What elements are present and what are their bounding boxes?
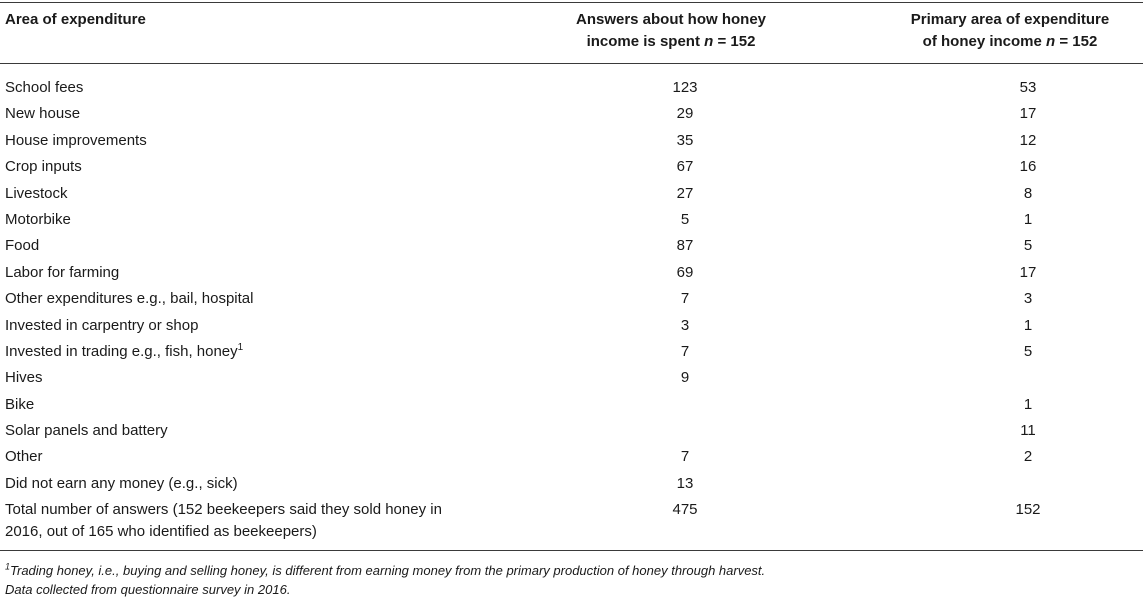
header-area-of-expenditure: Area of expenditure <box>5 11 146 28</box>
area-cell: Other expenditures e.g., bail, hospital <box>5 290 254 308</box>
header-bottom-rule <box>0 63 1143 64</box>
answers-cell: 123 <box>672 79 698 96</box>
table-row <box>0 207 1143 233</box>
area-cell: Other <box>5 448 43 466</box>
area-cell: Food <box>5 237 40 255</box>
area-cell: Invested in trading e.g., fish, honey$^1$ <box>5 341 244 360</box>
answers-cell: 27 <box>676 184 694 202</box>
footnote-2: Data collected from questionnaire survey in 2016. <box>5 582 291 597</box>
table-row <box>0 392 1143 418</box>
area-cell: House improvements <box>5 131 147 149</box>
footnote-marker: 1 <box>237 341 244 353</box>
primary-cell: 5 <box>1023 342 1033 360</box>
primary-cell: 3 <box>1023 290 1033 308</box>
primary-cell: 5 <box>1023 237 1033 255</box>
table-top-rule <box>0 2 1143 3</box>
table-row <box>0 365 1143 391</box>
primary-cell: 1 <box>1023 316 1033 334</box>
answers-cell: 7 <box>680 448 690 466</box>
primary-cell: 8 <box>1023 184 1033 202</box>
area-cell: Did not earn any money (e.g., sick) <box>5 474 238 492</box>
table-row <box>0 286 1143 312</box>
table-row <box>0 154 1143 180</box>
table-row <box>0 75 1143 101</box>
answers-cell: 5 <box>680 210 690 228</box>
table-body <box>0 75 1143 543</box>
table-row <box>0 260 1143 286</box>
primary-cell: 12 <box>1019 131 1037 149</box>
table-bottom-rule <box>0 550 1143 551</box>
primary-cell: 16 <box>1019 158 1037 176</box>
table-row <box>0 233 1143 259</box>
area-cell: Solar panels and battery <box>5 422 168 440</box>
primary-cell: 17 <box>1019 105 1037 123</box>
answers-cell: 67 <box>676 158 694 176</box>
answers-cell: 3 <box>680 316 690 334</box>
table-row <box>0 313 1143 339</box>
table-row <box>0 418 1143 444</box>
total-row <box>0 497 1143 543</box>
header-primary-area: Primary area of expenditure of honey income n = 152 <box>910 11 1110 50</box>
area-cell: Hives <box>5 369 43 387</box>
total-answers-cell: 475 <box>672 501 698 519</box>
answers-cell: 35 <box>676 131 694 149</box>
answers-cell: 7 <box>680 342 690 360</box>
area-cell: Motorbike <box>5 210 71 228</box>
primary-cell: 1 <box>1023 210 1033 228</box>
table-row <box>0 181 1143 207</box>
primary-cell: 1 <box>1023 395 1033 413</box>
area-cell: New house <box>5 105 81 123</box>
table-row <box>0 128 1143 154</box>
header-answers: Answers about how honey income is spent n = 152 <box>575 11 767 50</box>
answers-cell: 87 <box>676 237 694 255</box>
area-cell: School fees <box>5 79 84 96</box>
area-cell: Crop inputs <box>5 158 82 176</box>
primary-cell: 2 <box>1023 448 1033 466</box>
area-cell: Livestock <box>5 184 68 202</box>
answers-cell: 29 <box>676 105 694 123</box>
answers-cell: 69 <box>676 263 694 281</box>
table-row <box>0 444 1143 470</box>
table-row <box>0 471 1143 497</box>
total-area-cell: Total number of answers (152 beekeepers said they sold honey in 2016, out of 165 who identified as beekeepers) <box>5 501 442 541</box>
table-row <box>0 339 1143 365</box>
area-cell: Bike <box>5 395 35 413</box>
primary-cell: 11 <box>1020 422 1036 440</box>
answers-cell: 9 <box>680 369 690 387</box>
total-primary-cell: 152 <box>1015 501 1041 519</box>
area-cell: Invested in carpentry or shop <box>5 316 199 334</box>
footnote-1: $^1$Trading honey, i.e., buying and selling honey, is different from earning money from the primary production of honey through harvest. <box>5 561 766 578</box>
table-row <box>0 101 1143 127</box>
answers-cell: 7 <box>680 290 690 308</box>
answers-cell: 13 <box>676 474 694 492</box>
primary-cell: 53 <box>1019 79 1037 96</box>
primary-cell: 17 <box>1019 263 1037 281</box>
area-cell: Labor for farming <box>5 263 120 281</box>
